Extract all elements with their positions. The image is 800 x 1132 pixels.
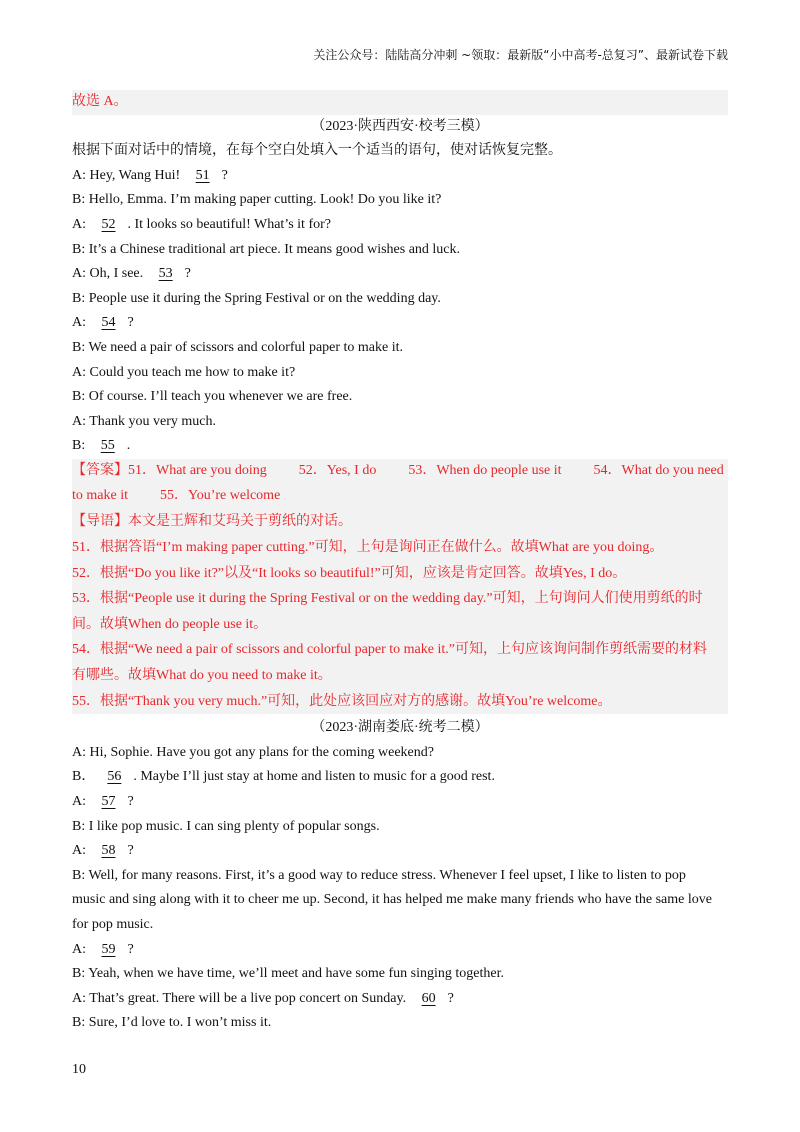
explanation-line: 间。故填When do people use it。: [72, 616, 268, 632]
answer-blank: 58: [101, 843, 116, 859]
dialogue-text: A: Hi, Sophie. Have you got any plans for the coming weekend?: [72, 744, 434, 760]
answer-blank: 52: [101, 216, 116, 232]
dialogue-text: B:: [72, 438, 89, 454]
answer-blank: 56: [107, 769, 122, 785]
dialogue-text: A:: [72, 794, 90, 810]
dialogue-line: [72, 938, 728, 963]
dialogue-text-after: . Maybe I’ll just stay at home and listen to music for a good rest.: [133, 769, 495, 785]
dialogue-text: A:: [72, 216, 90, 232]
dialogue-line: [72, 1011, 728, 1036]
answer-55: 55．You’re welcome: [160, 487, 281, 503]
dialogue-line: [72, 765, 728, 790]
answer-blank: 59: [101, 941, 116, 957]
dialogue-line: [72, 213, 728, 238]
answer-blank: 51: [195, 167, 210, 183]
explanation-line: 有哪些。故填What do you need to make it。: [72, 668, 332, 684]
dialogue-line: [72, 913, 728, 938]
dialogue-text-after: ?: [127, 794, 134, 810]
dialogue-text: B: Of course. I’ll teach you whenever we are free.: [72, 389, 353, 405]
guide-text: 【导语】本文是王辉和艾玛关于剪纸的对话。: [72, 514, 352, 530]
answer-54-part1: 54．What do you need: [593, 462, 724, 478]
explanation-line: 52．根据“Do you like it?”以及“It looks so beautiful!”可知，应该是肯定回答。故填Yes, I do。: [72, 565, 627, 581]
dialogue-text: A: Hey, Wang Hui!: [72, 167, 184, 183]
dialogue-line: [72, 888, 728, 913]
dialogue-text: B: I like pop music. I can sing plenty of popular songs.: [72, 818, 380, 834]
answer-54-part2: to make it: [72, 487, 128, 503]
section1-dialogue: [72, 164, 728, 459]
dialogue-line: [72, 815, 728, 840]
explanations: [72, 535, 728, 714]
dialogue-line: [72, 336, 728, 361]
dialogue-text-after: ?: [127, 843, 134, 859]
dialogue-text: music and sing along with it to cheer me up. Second, it has helped me make many friends who have the same love: [72, 892, 712, 908]
dialogue-text: A: Oh, I see.: [72, 266, 147, 282]
dialogue-text-after: ?: [184, 266, 191, 282]
dialogue-text-after: ?: [127, 315, 134, 331]
dialogue-line: [72, 238, 728, 263]
dialogue-text: A: Could you teach me how to make it?: [72, 364, 296, 380]
section2-source: （2023·湖南娄底·统考二模）: [311, 720, 489, 736]
dialogue-text-after: ?: [127, 941, 134, 957]
dialogue-text: B: It’s a Chinese traditional art piece. It means good wishes and luck.: [72, 241, 461, 257]
dialogue-text: B: We need a pair of scissors and colorful paper to make it.: [72, 339, 404, 355]
dialogue-text: B: Hello, Emma. I’m making paper cutting. Look! Do you like it?: [72, 192, 442, 208]
dialogue-line: [72, 311, 728, 336]
dialogue-text: A: Thank you very much.: [72, 413, 216, 429]
section1-instruction: 根据下面对话中的情境，在每个空白处填入一个适当的语句，使对话恢复完整。: [72, 143, 562, 159]
answer-label: 【答案】: [72, 462, 128, 478]
page-number: 10: [72, 1062, 86, 1077]
dialogue-line: [72, 864, 728, 889]
dialogue-text-after: ?: [221, 167, 228, 183]
dialogue-line: [72, 287, 728, 312]
answer-52: 52．Yes, I do: [298, 462, 377, 478]
explanation-line: 51．根据答语“I’m making paper cutting.”可知，上句是询问正在做什么。故填What are you doing。: [72, 540, 664, 556]
answer-51: 51．What are you doing: [128, 462, 267, 478]
dialogue-text-after: . It looks so beautiful! What’s it for?: [127, 216, 331, 232]
dialogue-text: A:: [72, 941, 90, 957]
dialogue-line: [72, 385, 728, 410]
dialogue-line: [72, 188, 728, 213]
answer-53: 53．When do people use it: [408, 462, 562, 478]
dialogue-text: B: People use it during the Spring Festival or on the wedding day.: [72, 290, 441, 306]
document-body: [72, 90, 728, 1036]
dialogue-text-after: ?: [447, 990, 454, 1006]
answer-blank: 57: [101, 794, 116, 810]
section2-dialogue: [72, 741, 728, 1036]
dialogue-line: [72, 962, 728, 987]
page-header: 关注公众号：陆陆高分冲刺 ~领取：最新版“小中高考-总复习”、最新试卷下载: [313, 48, 728, 62]
section1-source: （2023·陕西西安·校考三模）: [311, 118, 489, 134]
dialogue-text: B: Sure, I’d love to. I won’t miss it.: [72, 1015, 272, 1031]
answer-blank: 60: [421, 990, 436, 1006]
dialogue-text: for pop music.: [72, 917, 154, 932]
dialogue-line: [72, 434, 728, 459]
dialogue-line: [72, 790, 728, 815]
dialogue-line: [72, 262, 728, 287]
dialogue-text: B: Well, for many reasons. First, it’s a good way to reduce stress. Whenever I feel upset, I like to listen to pop: [72, 867, 686, 883]
dialogue-text: A:: [72, 315, 90, 331]
dialogue-line: [72, 410, 728, 435]
dialogue-text: A:: [72, 843, 90, 859]
answer-blank: 54: [101, 315, 116, 331]
answers-line-2: [72, 484, 728, 509]
answer-block: [72, 459, 728, 714]
dialogue-line: [72, 164, 728, 189]
dialogue-text-after: .: [126, 438, 131, 454]
dialogue-text: B．: [72, 769, 96, 785]
explanation-line: 53．根据“People use it during the Spring Festival or on the wedding day.”可知，上句询问人们使用剪纸的时: [72, 591, 703, 607]
answers-line-1: [72, 459, 728, 484]
dialogue-line: [72, 839, 728, 864]
explanation-line: 54．根据“We need a pair of scissors and colorful paper to make it.”可知，上句应该询问制作剪纸需要的材料: [72, 642, 707, 658]
answer-blank: 55: [100, 438, 115, 454]
dialogue-line: [72, 361, 728, 386]
explanation-line: 55．根据“Thank you very much.”可知，此处应该回应对方的感谢。故填You’re welcome。: [72, 693, 612, 709]
dialogue-line: [72, 987, 728, 1012]
dialogue-line: [72, 741, 728, 766]
answer-blank: 53: [158, 266, 173, 282]
dialogue-text: A: That’s great. There will be a live pop concert on Sunday.: [72, 990, 410, 1006]
dialogue-text: B: Yeah, when we have time, we’ll meet and have some fun singing together.: [72, 966, 504, 982]
previous-answer: 故选 A。: [72, 90, 728, 115]
